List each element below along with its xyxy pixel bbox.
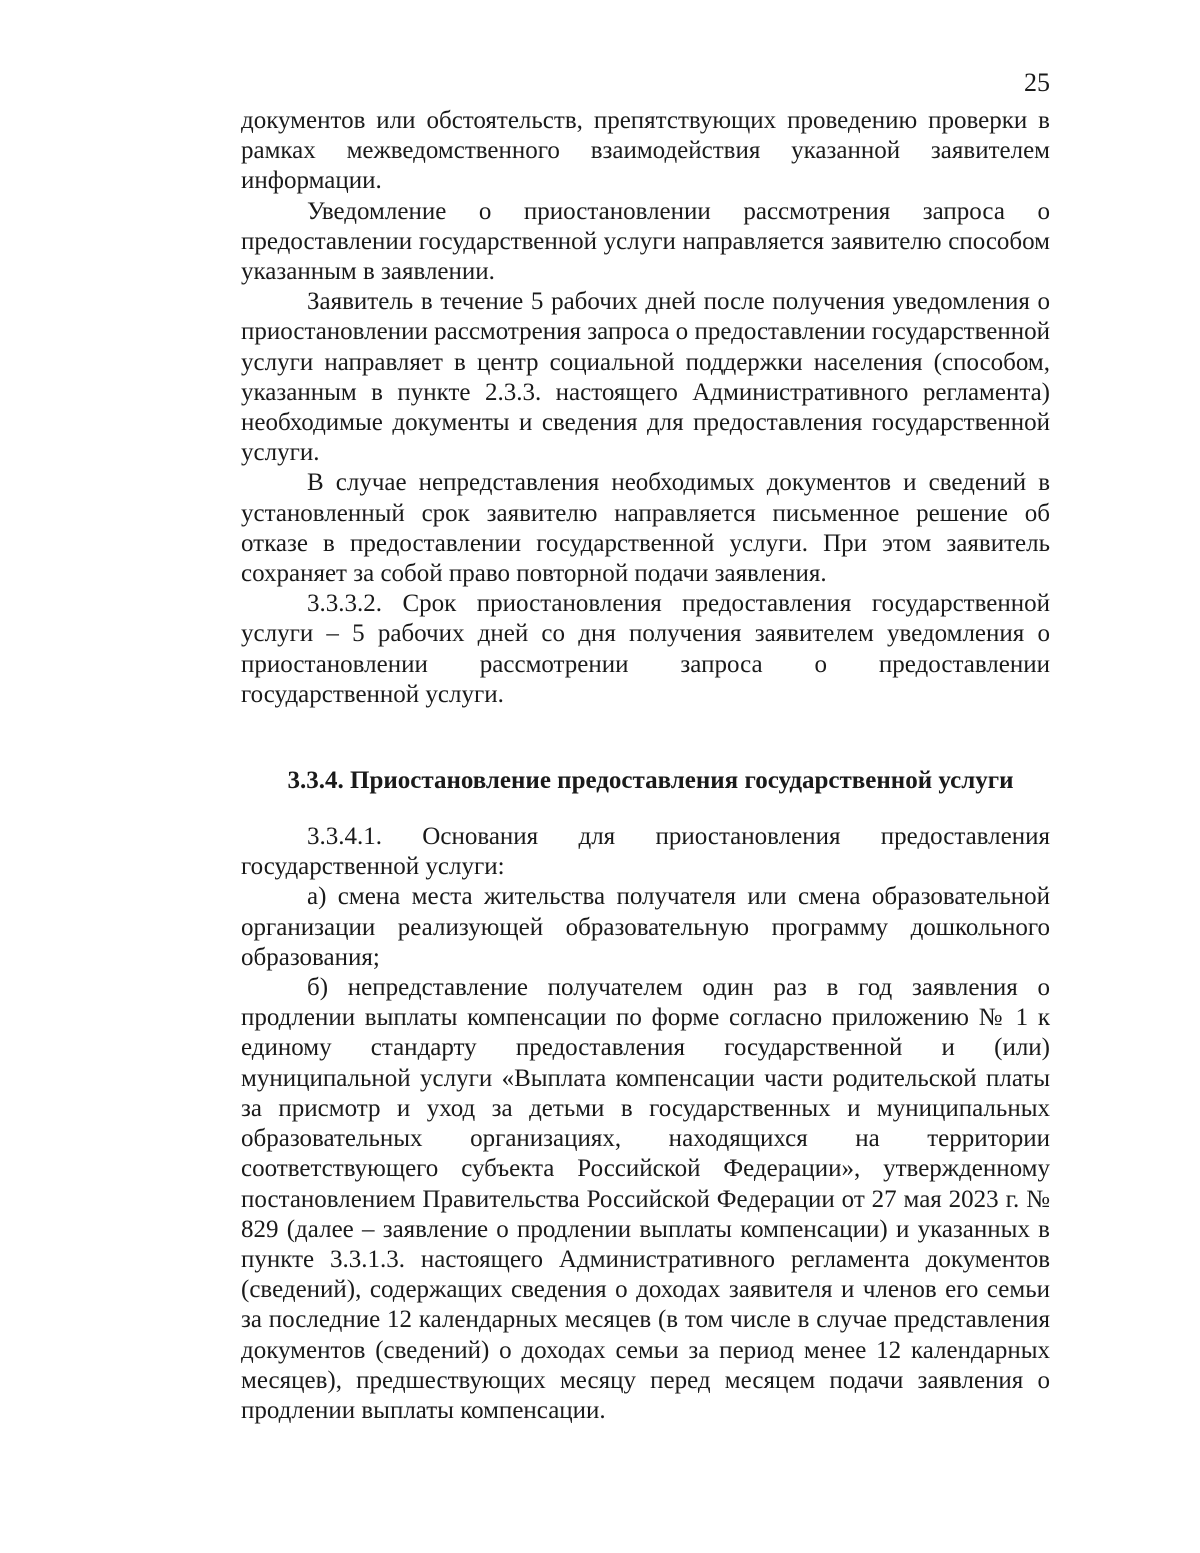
paragraph: 3.3.3.2. Срок приостановления предоставления государственной услуги – 5 рабочих дней со дня получения заявителем уведомления о приостановлении рассмотрении запроса о предоставлении государственной услуги. <box>241 590 1050 708</box>
section-heading: 3.3.4. Приостановление предоставления государственной услуги <box>287 767 1014 795</box>
list-item: б) непредставление получателем один раз в год заявления о продлении выплаты компенсации по форме согласно приложению № 1 к единому стандарту предоставления государственной и (или) муниципальной услуги «Выплата компенсации части родительской платы за присмотр и уход за детьми в государственных и муниципальных образовательных организациях, находящихся на территории соответствующего субъекта Российской Федерации», утвержденному постановлением Правительства Российской Федерации от 27 мая 2023 г. № 829 (далее – заявление о продлении выплаты компенсации) и указанных в пункте 3.3.1.3. настоящего Административного регламента документов (сведений), содержащих сведения о доходах заявителя и членов его семьи за последние 12 календарных месяцев (в том числе в случае представления документов (сведений) о доходах семьи за период менее 12 календарных месяцев), предшествующих месяцу перед месяцем подачи заявления о продлении выплаты компенсации. <box>241 974 1050 1424</box>
document-body <box>241 106 1050 1426</box>
paragraph: 3.3.4.1. Основания для приостановления предоставления государственной услуги: <box>241 823 1050 881</box>
paragraph: В случае непредставления необходимых документов и сведений в установленный срок заявителю направляется письменное решение об отказе в предоставлении государственной услуги. При этом заявитель сохраняет за собой право повторной подачи заявления. <box>241 469 1050 588</box>
page-number: 25 <box>1024 68 1050 97</box>
paragraph: Уведомление о приостановлении рассмотрения запроса о предоставлении государственной услуги направляется заявителю способом указанным в заявлении. <box>241 197 1050 286</box>
list-item: а) смена места жительства получателя или смена образовательной организации реализующей образовательную программу дошкольного образования; <box>241 883 1050 971</box>
paragraph: документов или обстоятельств, препятствующих проведению проверки в рамках межведомственного взаимодействия указанной заявителем информации. <box>241 107 1050 195</box>
paragraph: Заявитель в течение 5 рабочих дней после получения уведомления о приостановлении рассмотрения запроса о предоставлении государственной услуги направляет в центр социальной поддержки населения (способом, указанным в пункте 2.3.3. настоящего Административного регламента) необходимые документы и сведения для предоставления государственной услуги. <box>241 288 1050 467</box>
